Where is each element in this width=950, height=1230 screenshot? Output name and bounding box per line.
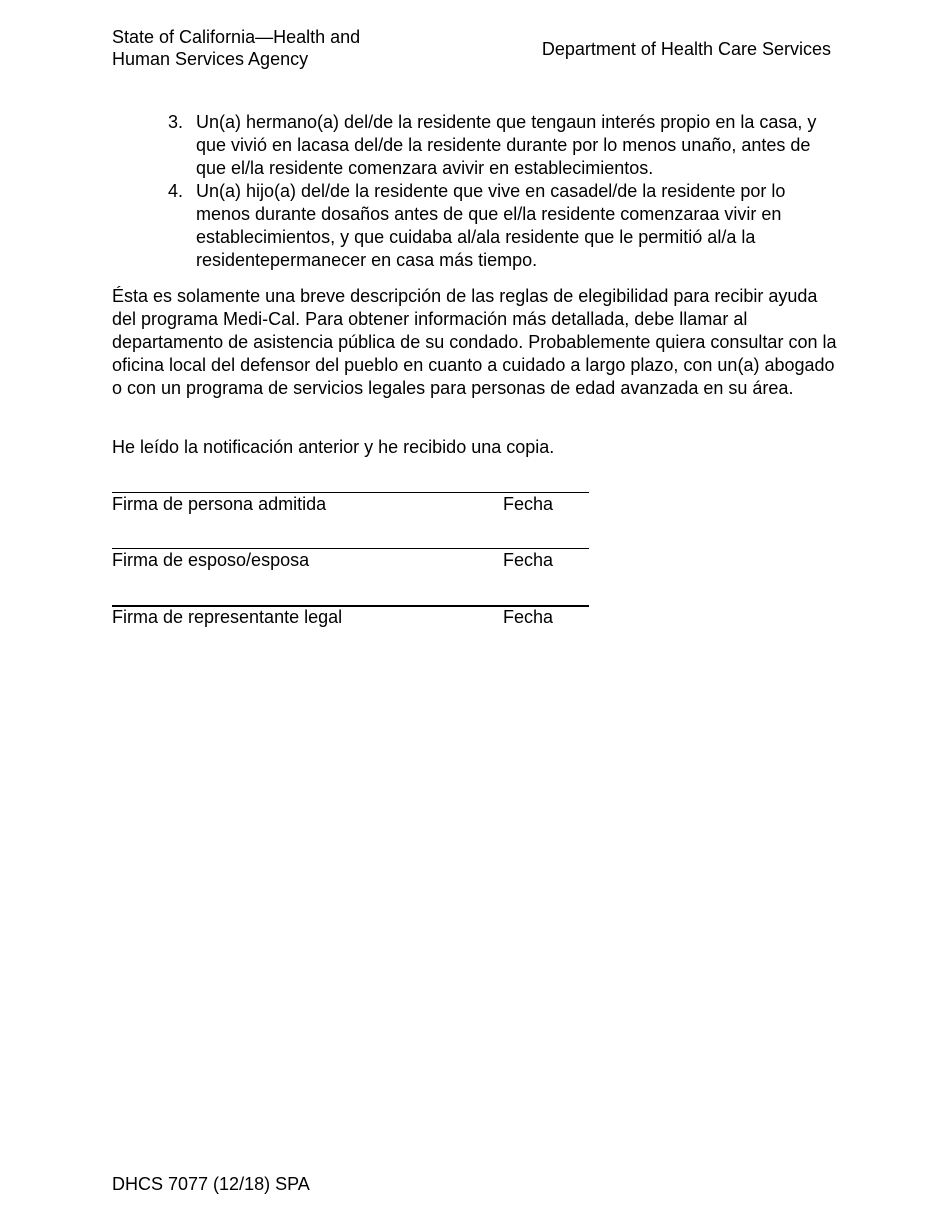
signature-block-spouse bbox=[112, 548, 589, 572]
date-label: Fecha bbox=[503, 607, 554, 627]
list-item-text: Un(a) hermano(a) del/de la residente que tengaun interés propio en la casa, y que vivió en lacasa del/de la residente durante por lo menos unaño, antes de que el/la residente comenzara avivir en establecimientos. bbox=[196, 112, 817, 178]
list-item bbox=[112, 180, 842, 272]
list-item-text: Un(a) hijo(a) del/de la residente que vive en casadel/de la residente por lo menos durante dosaños antes de que el/la residente comenzaraa vivir en establecimientos, y que cuidaba al/ala residente que le permitió al/a la residentepermanecer en casa más tiempo. bbox=[196, 181, 786, 270]
list-item-number: 3. bbox=[168, 112, 184, 132]
date-label: Fecha bbox=[503, 550, 554, 570]
signature-label: Firma de esposo/esposa bbox=[112, 550, 310, 570]
signature-label: Firma de representante legal bbox=[112, 607, 343, 627]
summary-paragraph: Ésta es solamente una breve descripción de las reglas de elegibilidad para recibir ayuda del programa Medi-Cal. Para obtener información más detallada, debe llamar al departamento de asistencia pública de su condado. Probablemente quiera consultar con la oficina local del defensor del pueblo en cuanto a cuidado a largo plazo, con un(a) abogado o con un programa de servicios legales para personas de edad avanzada en su área. bbox=[112, 286, 837, 398]
signature-block-legal-representative bbox=[112, 605, 589, 629]
signature-label: Firma de persona admitida bbox=[112, 494, 327, 514]
agency-name-line1: State of California—Health and bbox=[112, 27, 361, 47]
list-item-number: 4. bbox=[168, 181, 184, 201]
department-name: Department of Health Care Services bbox=[541, 39, 831, 59]
agency-name bbox=[112, 26, 360, 70]
agency-name-line2: Human Services Agency bbox=[112, 49, 309, 69]
list-item bbox=[112, 111, 842, 180]
signature-block-admitted-person bbox=[112, 492, 589, 516]
acknowledgment-paragraph: He leído la notificación anterior y he recibido una copia. bbox=[112, 437, 555, 457]
eligibility-list bbox=[112, 111, 842, 272]
form-id: DHCS 7077 (12/18) SPA bbox=[112, 1174, 310, 1194]
date-label: Fecha bbox=[503, 494, 554, 514]
